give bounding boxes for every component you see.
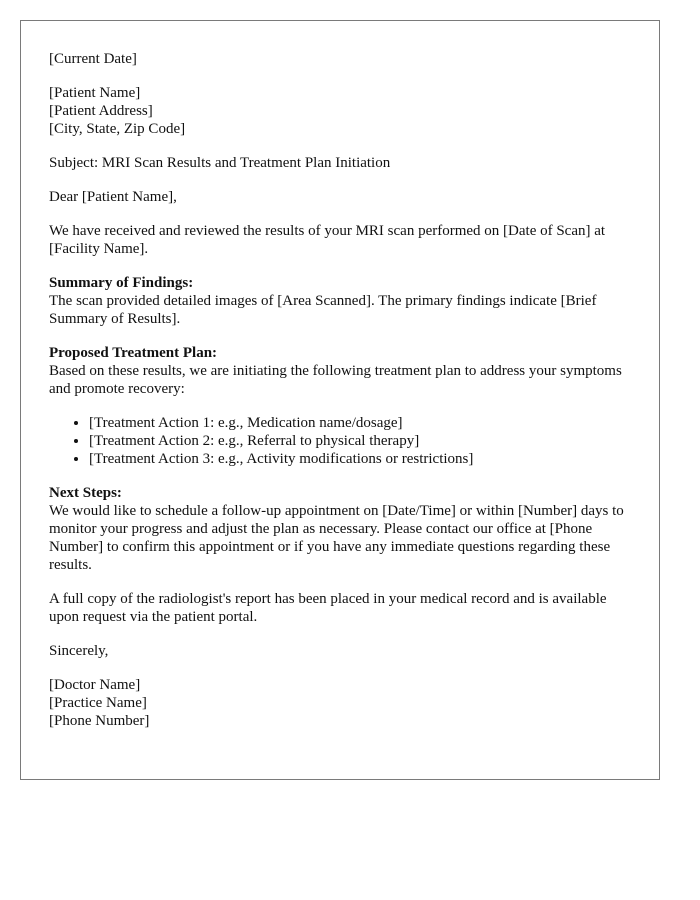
letter-date: [Current Date] — [49, 51, 137, 67]
recipient-block — [49, 84, 631, 138]
recipient-city-state-zip: [City, State, Zip Code] — [49, 121, 186, 137]
findings-heading: Summary of Findings: — [49, 275, 194, 291]
treatment-heading: Proposed Treatment Plan: — [49, 345, 218, 361]
recipient-name: [Patient Name] — [49, 85, 141, 101]
treatment-actions-list — [49, 414, 631, 468]
recipient-address: [Patient Address] — [49, 103, 153, 119]
letter-salutation: Dear [Patient Name], — [49, 189, 177, 205]
report-note: A full copy of the radiologist's report has been placed in your medical record and is available upon request via the patient portal. — [49, 591, 607, 625]
next-steps-section — [49, 484, 631, 574]
next-steps-heading: Next Steps: — [49, 485, 122, 501]
letter-closing: Sincerely, — [49, 643, 109, 659]
findings-section — [49, 274, 631, 328]
treatment-text: Based on these results, we are initiating the following treatment plan to address your symptoms and promote recovery: — [49, 363, 622, 397]
findings-text: The scan provided detailed images of [Area Scanned]. The primary findings indicate [Brief Summary of Results]. — [49, 293, 597, 327]
letter-intro: We have received and reviewed the results of your MRI scan performed on [Date of Scan] at [Facility Name]. — [49, 223, 606, 257]
treatment-action-item: • [Treatment Action 1: e.g., Medication name/dosage] — [89, 414, 631, 432]
next-steps-text: We would like to schedule a follow-up appointment on [Date/Time] or within [Number] days to monitor your progress and adjust the plan as necessary. Please contact our office at [Phone Number] to confirm this appointment or if you have any immediate questions regarding these results. — [49, 503, 624, 573]
letter-page — [20, 20, 660, 780]
signature-phone: [Phone Number] — [49, 713, 150, 729]
signature-doctor: [Doctor Name] — [49, 677, 141, 693]
treatment-action-item: • [Treatment Action 2: e.g., Referral to physical therapy] — [89, 432, 631, 450]
treatment-action-item: • [Treatment Action 3: e.g., Activity modifications or restrictions] — [89, 450, 631, 468]
treatment-section — [49, 344, 631, 398]
signature-practice: [Practice Name] — [49, 695, 147, 711]
letter-subject: Subject: MRI Scan Results and Treatment Plan Initiation — [49, 155, 391, 171]
signature-block — [49, 676, 631, 730]
